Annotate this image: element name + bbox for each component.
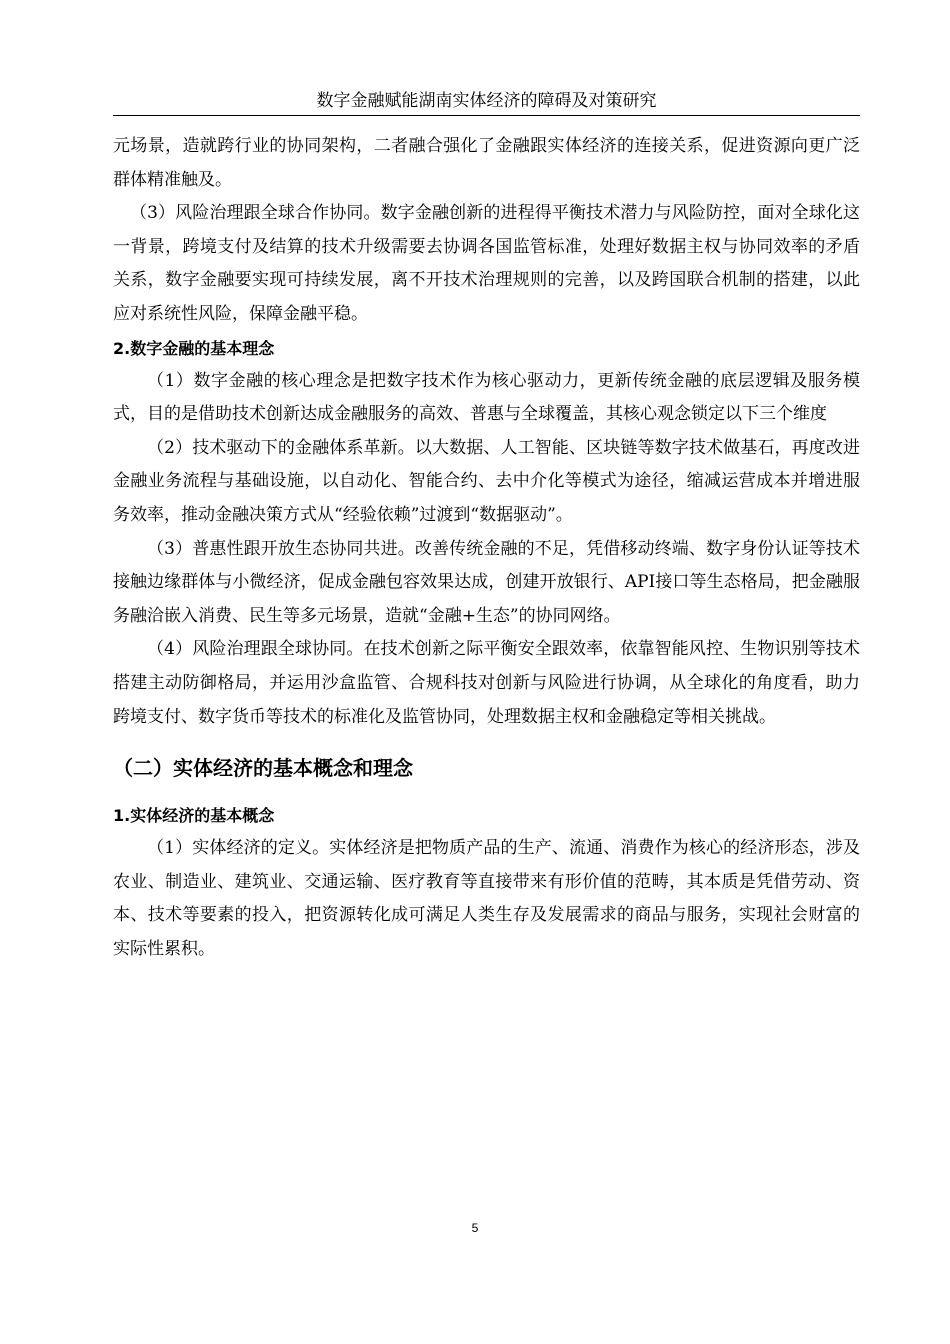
running-header-title: 数字金融赋能湖南实体经济的障碍及对策研究 (316, 91, 657, 111)
subheading-real-economy-concept: 1.实体经济的基本概念 (113, 806, 275, 826)
subheading-digital-finance-concept: 2.数字金融的基本理念 (113, 338, 275, 358)
paragraph-risk-governance: （3）风险治理跟全球合作协同。数字金融创新的进程得平衡技术潜力与风险防控，面对全球化这一背景，跨境支付及结算的技术升级需要去协调各国监管标准，处理好数据主权与协同效率的矛盾关系，数字金融要实现可持续发展，离不开技术治理规则的完善，以及跨国联合机制的搭建，以此应对系统性风险，保障金融平稳。 (113, 203, 860, 324)
page-body (113, 130, 860, 966)
paragraph-continued: 元场景，造就跨行业的协同架构，二者融合强化了金融跟实体经济的连接关系，促进资源向更广泛群体精准触及。 (113, 136, 860, 190)
paragraph-global-coordination: （4）风险治理跟全球协同。在技术创新之际平衡安全跟效率，依靠智能风控、生物识别等技术搭建主动防御格局，并运用沙盒监管、合规科技对创新与风险进行协调，从全球化的角度看，助力跨境支付、数字货币等技术的标准化及监管协同，处理数据主权和金融稳定等相关挑战。 (113, 639, 860, 727)
paragraph-inclusive-ecosystem: （3）普惠性跟开放生态协同共进。改善传统金融的不足，凭借移动终端、数字身份认证等技术接触边缘群体与小微经济，促成金融包容效果达成，创建开放银行、API接口等生态格局，把金融服务融洽嵌入消费、民生等多元场景，造就“金融+生态”的协同网络。 (113, 538, 860, 626)
page-number: 5 (471, 1221, 479, 1235)
paragraph-core-concept: （1）数字金融的核心理念是把数字技术作为核心驱动力，更新传统金融的底层逻辑及服务模式，目的是借助技术创新达成金融服务的高效、普惠与全球覆盖，其核心观念锁定以下三个维度 (113, 370, 860, 425)
running-header (113, 88, 860, 116)
paragraph-real-economy-definition: （1）实体经济的定义。实体经济是把物质产品的生产、流通、消费作为核心的经济形态，涉及农业、制造业、建筑业、交通运输、医疗教育等直接带来有形价值的范畴，其本质是凭借劳动、资本、技术等要素的投入，把资源转化成可满足人类生存及发展需求的商品与服务，实现社会财富的实际性累积。 (113, 838, 860, 959)
section-heading-real-economy: （二）实体经济的基本概念和理念 (113, 756, 413, 781)
paragraph-tech-driven: （2）技术驱动下的金融体系革新。以大数据、人工智能、区块链等数字技术做基石，再度改进金融业务流程与基础设施，以自动化、智能合约、去中介化等模式为途径，缩减运营成本并增进服务效率，推动金融决策方式从“经验依赖”过渡到“数据驱动”。 (113, 437, 860, 525)
